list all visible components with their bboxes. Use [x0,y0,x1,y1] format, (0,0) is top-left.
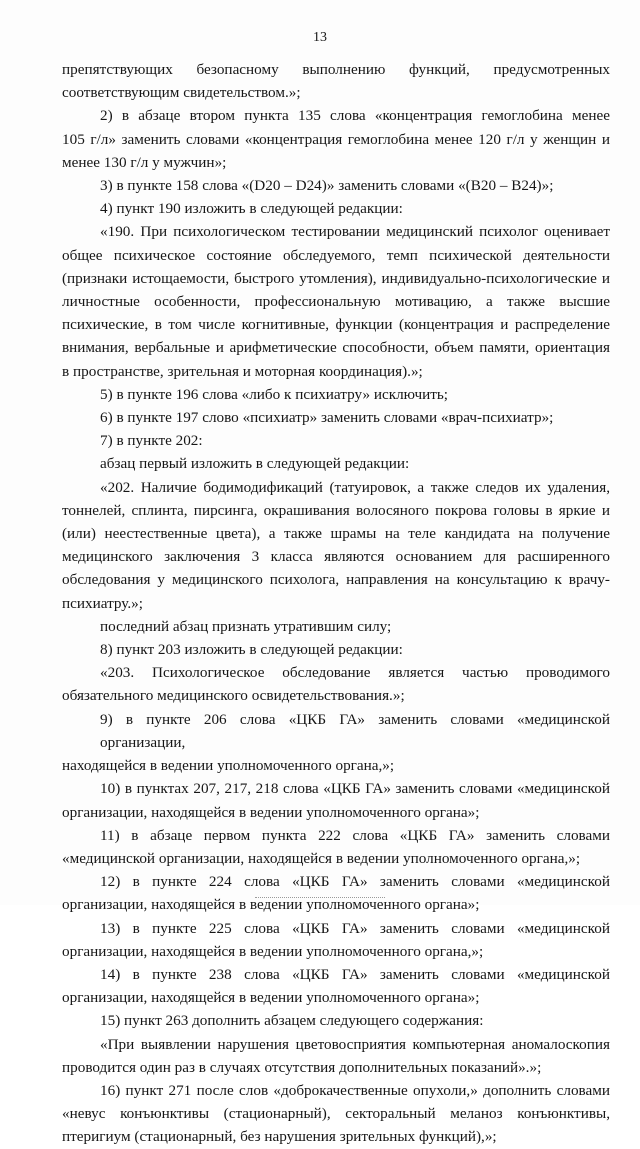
text-line: 11) в абзаце первом пункта 222 слова «ЦКБ ГА» заменить словами [100,826,610,844]
amendment-item-13 [62,917,610,963]
text-line: проводится один раз в случаях отсутствия дополнительных показаний».»; [62,1058,542,1076]
text-line: обследования у медицинского психолога, направления на консультацию к врачу- [62,571,610,589]
text-line: в пространстве, зрительная и моторная координация).»; [62,362,423,380]
text-line: птеригиум (стационарный, без нарушения зрительных функций),»; [62,1128,497,1146]
quoted-clause-190 [62,220,610,382]
quoted-clause-263 [62,1033,610,1079]
sub-item-last-paragraph: последний абзац признать утратившим силу; [100,617,392,635]
amendment-item-10 [62,777,610,823]
amendment-item-12 [62,870,610,916]
text-line: медицинского заключения 3 класса являются основанием для расширенного [62,548,610,566]
text-line: тоннелей, сплинта, пирсинга, окрашивания волосяного покрова головы в яркие и [62,501,610,519]
text-line: психические, в том числе когнитивные, функции (концентрация и распределение [62,316,610,334]
text-line: 10) в пунктах 207, 217, 218 слова «ЦКБ ГА» заменить словами «медицинской [100,780,610,798]
text-line: 9) в пункте 206 слова «ЦКБ ГА» заменить словами «медицинской организации, [100,710,610,751]
quoted-clause-202 [62,476,610,615]
text-line: (признаки истощаемости, быстрого утомления), индивидуально-психологические и [62,269,610,287]
amendment-item-11 [62,824,610,870]
amendment-item-4: 4) пункт 190 изложить в следующей редакции: [100,200,403,218]
amendment-item-6: 6) в пункте 197 слово «психиатр» заменить словами «врач-психиатр»; [100,409,554,427]
sub-item-first-paragraph: абзац первый изложить в следующей редакции: [100,455,410,473]
text-line: обязательного медицинского освидетельствования.»; [62,687,405,705]
text-line: 12) в пункте 224 слова «ЦКБ ГА» заменить словами «медицинской [100,873,610,891]
amendment-item-2 [62,104,610,174]
amendment-item-3: 3) в пункте 158 слова «(D20 – D24)» заменить словами «(B20 – B24)»; [100,177,554,195]
amendment-item-5: 5) в пункте 196 слова «либо к психиатру» исключить; [100,385,448,403]
text-line: психиатру.»; [62,594,143,612]
text-line: организации, находящейся в ведении уполномоченного органа»; [62,896,480,914]
text-line: препятствующих безопасному выполнению функций, предусмотренных [62,61,610,78]
amendment-item-9 [62,708,610,778]
amendment-item-16 [62,1079,610,1149]
text-line: соответствующим свидетельством.»; [62,84,301,102]
text-line: «При выявлении нарушения цветовосприятия компьютерная аномалоскопия [100,1035,610,1053]
text-line: менее 130 г/л у мужчин»; [62,153,227,171]
text-line: 13) в пункте 225 слова «ЦКБ ГА» заменить словами «медицинской [100,919,610,937]
amendment-item-8: 8) пункт 203 изложить в следующей редакции: [100,641,403,659]
scan-artifact-divider [255,897,385,899]
text-line: личностные особенности, профессиональную мотивацию, а также высшие [62,293,610,311]
amendment-item-15: 15) пункт 263 дополнить абзацем следующего содержания: [100,1012,484,1030]
text-line: находящейся в ведении уполномоченного органа,»; [62,757,395,775]
text-line: «203. Психологическое обследование является частью проводимого [100,664,610,682]
document-body [62,58,610,1149]
amendment-item-7: 7) в пункте 202: [100,432,203,450]
text-line: (или) неестественные цвета), а также шрамы на теле кандидата на получение [62,525,610,543]
text-line: 16) пункт 271 после слов «доброкачественные опухоли,» дополнить словами [100,1081,610,1099]
text-line: 105 г/л» заменить словами «концентрация гемоглобина менее 120 г/л у женщин и [62,130,610,148]
amendment-item-14 [62,963,610,1009]
text-line: «медицинской организации, находящейся в ведении уполномоченного органа,»; [62,849,581,867]
text-line: «невус конъюнктивы (стационарный), секторальный меланоз конъюнктивы, [62,1105,610,1123]
text-line: внимания, вербальные и арифметические способности, объем памяти, ориентация [62,339,610,357]
quoted-clause-203 [62,661,610,707]
page-number: 13 [313,30,327,45]
text-line: организации, находящейся в ведении уполномоченного органа,»; [62,942,484,960]
paragraph-continuation [62,58,610,104]
text-line: общее психическое состояние обследуемого, темп психической деятельности [62,246,610,264]
text-line: 14) в пункте 238 слова «ЦКБ ГА» заменить словами «медицинской [100,965,610,983]
text-line: организации, находящейся в ведении уполномоченного органа»; [62,989,480,1007]
text-line: организации, находящейся в ведении уполномоченного органа»; [62,803,480,821]
text-line: 2) в абзаце втором пункта 135 слова «концентрация гемоглобина менее [100,107,610,125]
text-line: «202. Наличие бодимодификаций (татуировок, а также следов их удаления, [100,478,610,496]
text-line: «190. При психологическом тестировании медицинский психолог оценивает [100,223,610,241]
